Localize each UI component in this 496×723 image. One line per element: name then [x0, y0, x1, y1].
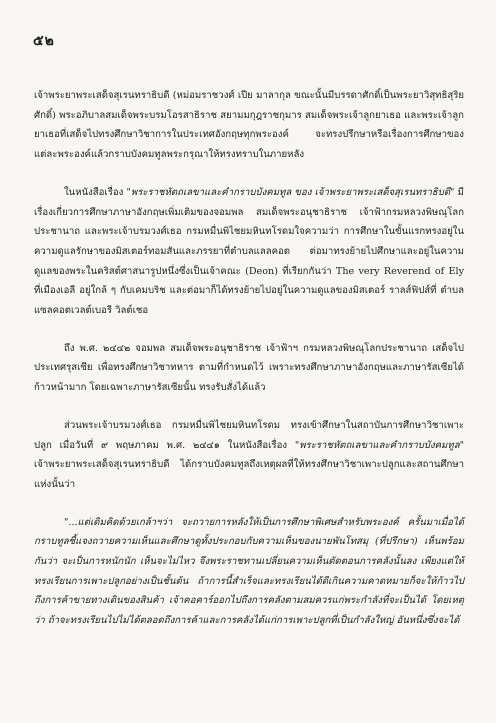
- book-title-quote: "พระราชหัตถเลขาและคำกราบบังคมทูล ของ เจ้าพระยาพระเสด็จสุเรนทราธิบดี": [126, 186, 455, 198]
- paragraph-2-lead: ในหนังสือเรื่อง: [64, 186, 127, 198]
- paragraph-4-body: เจ้าพระยาพระเสด็จสุเรนทราธิบดี ได้กราบบังคมทูลถึงเหตุผลที่ให้ทรงศึกษาวิชาเพาะปลูกและสถานศึกษาแห่งนั้นว่า: [34, 459, 464, 490]
- paragraph-4: [34, 416, 464, 495]
- paragraph-3: [34, 339, 464, 398]
- block-quote-text: "...แต่เดิมคิดด้วยเกล้าฯว่า จะถวายการหลังให้เป็นการศึกษาพิเศษสำหรับพระองค์ ครั้นมาเมื่อได้กราบทูลชี้แจงถวายความเห็นและศึกษาดูทั้งประกอบกับความเห็นของนายพันโทสมุ (ที่ปรึกษา) เห็นพร้อมกันว่า จะเป็นการหนักนัก เห็นจะไม่ไหว จึงพระราชทานเปลี่ยนความเห็นตัดตอนการคลังนั้นลง เพียงแต่ให้ทรงเรียนการเพาะปลูกอย่างเป็นชั้นต้น ถ้าการนี้สำเร็จและทรงเรียนได้ดีเกินความคาดหมายก็จะให้ก้าวไปถึงการค้าขายทางเดินของสินค้า เจ้าคอคาร์ออกไปถึงการคลังตามสมควรแก่พระกำลังที่จะเป็นได้ โดยเหตุว่า ถ้าจะทรงเรียนไปไม่ได้ตลอดถึงการค้าและการคลังได้แก่การเพาะปลูกที่เป็นกำลังใหญ่ อันหนึ่งซึ่งจะได้: [34, 516, 464, 627]
- paragraph-2: [34, 183, 464, 321]
- page-number: ๕๒: [33, 33, 55, 49]
- document-body: [34, 86, 464, 631]
- paragraph-3-text: ถึง พ.ศ. ๒๔๔๒ จอมพล สมเด็จพระอนุชาธิราช เจ้าฟ้าฯ กรมหลวงพิษณุโลกประชานาถ เสด็จไปประเทศรุสเซีย เพื่อทรงศึกษาวิชาทหาร ตามที่กำหนดไว้ เพราะทรงศึกษาภาษาอังกฤษและภาษารัสเซียได้ก้าวหน้ามาก โดยเฉพาะภาษารัสเซียนั้น ทรงรับสั่งได้แล้ว: [34, 342, 464, 394]
- paragraph-4-lead: ส่วนพระเจ้าบรมวงศ์เธอ กรมหมื่นพิไชยมหินทโรดม ทรงเข้าศึกษาในสถาบันการศึกษาวิชาเพาะปลูก เมื่อวันที่ ๙ พฤษภาคม พ.ศ. ๒๔๔๑ ในหนังสือเรื่อง: [34, 419, 464, 451]
- block-quote: [34, 513, 464, 631]
- paragraph-2-body: มีเรื่องเกี่ยวการศึกษาภาษาอังกฤษเพิ่มเติมของจอมพล สมเด็จพระอนุชาธิราช เจ้าฟ้ากรมหลวงพิษณุโลกประชานาถ และพระเจ้าบรมวงศ์เธอ กรมหมื่นพิไชยมหินทโรดมใจความว่า การศึกษาในขั้นแรกทรงอยู่ในความดูแลรักษาของมิสเตอร์ทอมสันและภรรยาที่ตำบลแลลคอต ต่อมาทรงย้ายไปศึกษาและอยู่ในความดูแลของพระในคริสต์ศาสนารูปหนึ่งซึ่งเป็นเจ้าคณะ (Deon) ที่เรียกกันว่า The very Reverend of Ely ที่เมืองเอลี อยู่ใกล้ ๆ กับเคมบริช และต่อมาก็ได้ทรงย้ายไปอยู่ในความดูแลของมิสเตอร์ ราลส์ฟิปส์ที่ ตำบลแซลคอตเวลต์เบอรี วิลต์เชอ: [34, 186, 465, 317]
- paragraph-1-text: เจ้าพระยาพระเสด็จสุเรนทราธิบดี (หม่อมราชวงศ์ เปีย มาลากุล ขณะนั้นมีบรรดาศักดิ์เป็นพระยาวิสุทธิสุริยศักดิ์) พระอภิบาลสมเด็จพระบรมโอรสาธิราช สยามมกุฎราชกุมาร สมเด็จพระเจ้าลูกยาเธอ และพระเจ้าลูกยาเธอที่เสด็จไปทรงศึกษาวิชาการในประเทศอังกฤษทุกพระองค์ จะทรงปรึกษาหรือเรื่องการศึกษาของแต่ละพระองค์แล้วกราบบังคมทูลพระกรุณาให้ทรงทราบในภายหลัง: [34, 90, 464, 161]
- book-title-quote-2: "พระราชหัตถเลขาและคำกราบบังคมทูล": [294, 439, 464, 451]
- paragraph-1: [34, 86, 464, 165]
